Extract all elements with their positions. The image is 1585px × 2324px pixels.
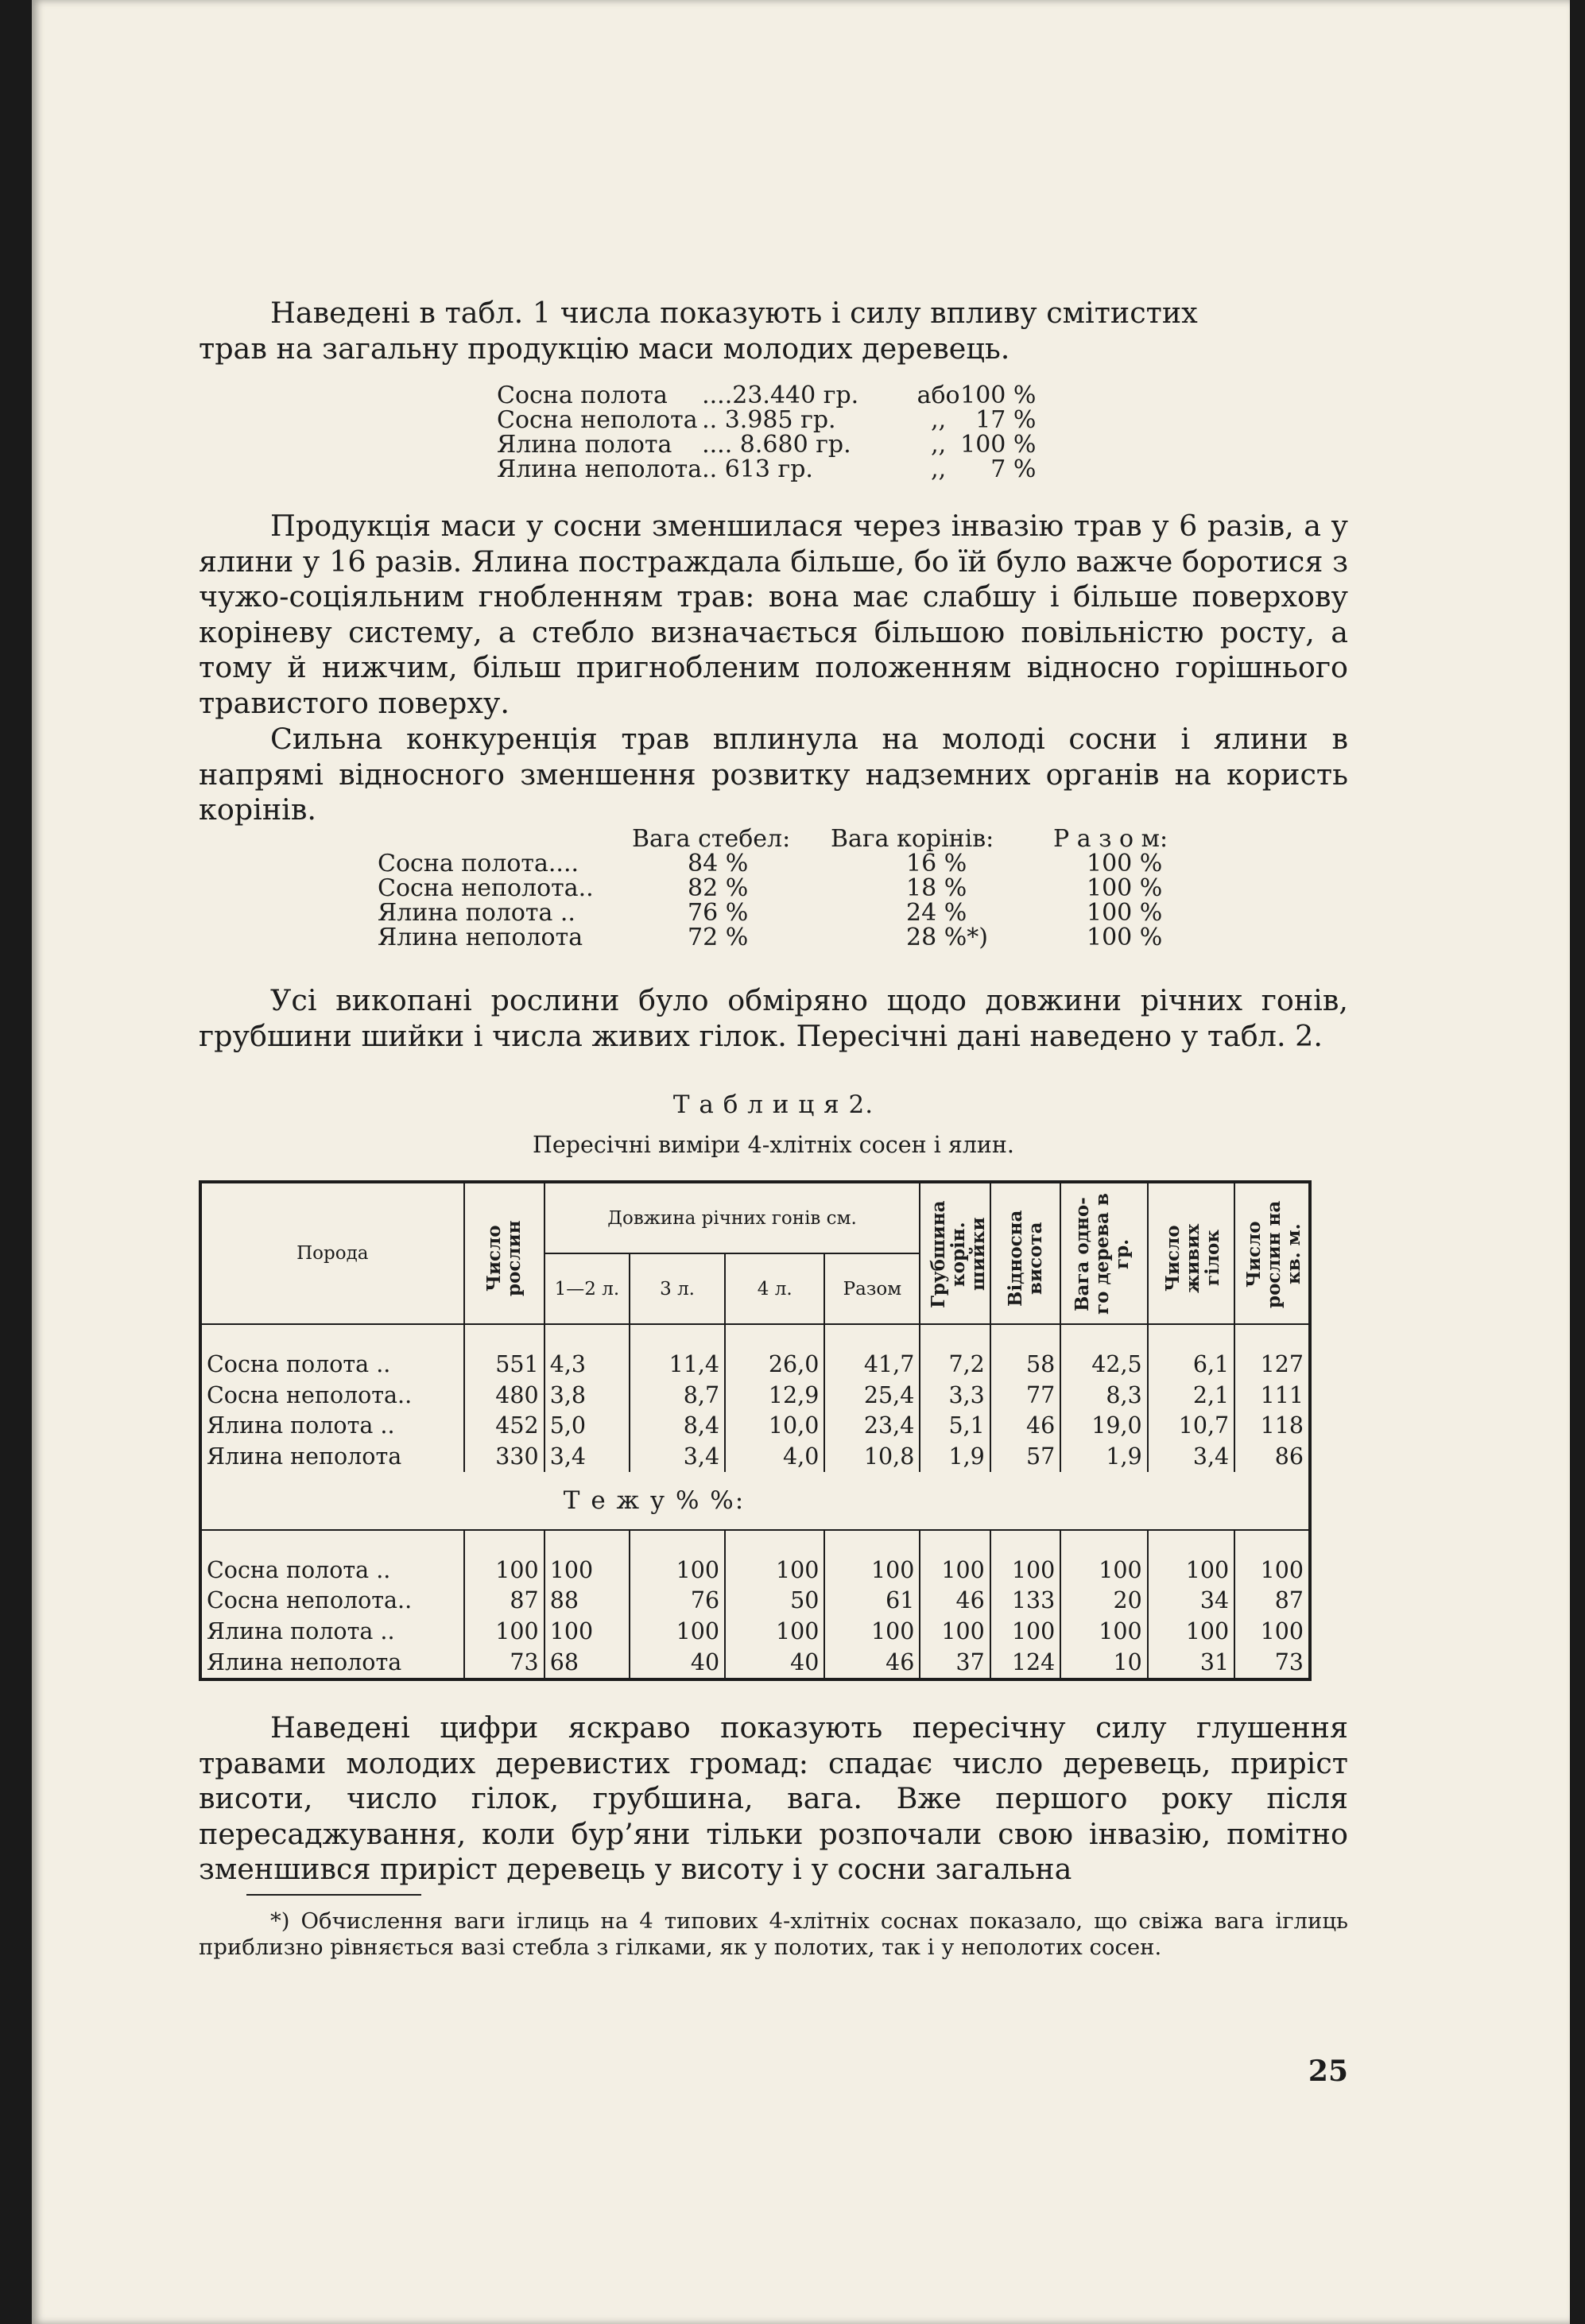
- measurements-table: [199, 1180, 1312, 1681]
- paragraph-2: Продукція маси у сосни зменшилася через інвазію трав у 6 разів, а у ялини у 16 разів. Ялина постраждала більше, бо їй було важче боротися з чужо-соціяльним гнобленням трав: вона має слабшу і більше поверхову коріневу систему, а стебло визначається більшою повільністю росту, а тому й нижчим, більш пригнобленим положенням відносно горішнього травистого поверху.: [199, 509, 1348, 720]
- percent-row: Ялина полота .. 100 100 100 100 100 100 100 100 100 100: [200, 1616, 1310, 1647]
- header-relative-height: Відносна висота: [990, 1182, 1060, 1324]
- percent-label-row: Т е ж у % %:: [200, 1472, 1310, 1530]
- table-caption: Пересічні виміри 4-хлітніх сосен і ялин.: [533, 1132, 1014, 1158]
- footnote: *) Обчислення ваги іглиць на 4 типових 4-хлітніх соснах показало, що свіжа вага іглиць приблизно рівняється вазі стебла з гілками, як у полотих, так і у неполотих сосен.: [199, 1908, 1348, 1960]
- header-year-3: 3 л.: [630, 1253, 725, 1324]
- page-number: 25: [1308, 2055, 1348, 2088]
- header-length-group: Довжина річних гонів см.: [544, 1182, 920, 1253]
- summary-row: Ялина полота .... 8.680 гр. ,, 100 %: [497, 431, 1037, 459]
- table-row: Ялина полота .. 452 5,0 8,4 10,0 23,4 5,1 46 19,0 10,7 118: [200, 1410, 1310, 1441]
- header-weight: Вага одно-го дерева в гр.: [1060, 1182, 1147, 1324]
- header-year-4: 4 л.: [725, 1253, 824, 1324]
- ratio-header-row: [378, 827, 1212, 851]
- ratio-row: Ялина полота .. 76 % 24 % 100 %: [378, 899, 1163, 927]
- percent-row: Ялина неполота 73 68 40 40 46 37 124 10 31 73: [200, 1647, 1310, 1679]
- percent-row: Сосна неполота.. 87 88 76 50 61 46 133 20 34 87: [200, 1586, 1310, 1617]
- ratio-row: Ялина неполота 72 % 28 %*) 100 %: [378, 924, 1163, 951]
- ratio-table: [378, 827, 1212, 950]
- summary-row: Сосна неполота .. 3.985 гр. ,, 17 %: [497, 406, 1037, 434]
- header-total: Разом: [824, 1253, 920, 1324]
- header-count: Число рослин: [464, 1182, 544, 1324]
- header-per-sqm: Число рослин на кв. м.: [1234, 1182, 1310, 1324]
- table-row: Ялина неполота 330 3,4 3,4 4,0 10,8 1,9 57 1,9 3,4 86: [200, 1441, 1310, 1472]
- paragraph-3: Сильна конкуренція трав вплинула на молоді сосни і ялини в напрямі відносного зменшення розвитку надземних органів на користь корінів.: [199, 722, 1348, 827]
- paragraph-5: Наведені цифри яскраво показують пересічну силу глушення травами молодих деревистих громад: спадає число деревець, приріст висоти, число гілок, грубшина, вага. Вже першого року після пересаджування, коли бур’яни тільки розпочали свою інвазію, помітно зменшився приріст деревець у висоту і у сосни загальна: [199, 1710, 1348, 1886]
- ratio-header: Вага корінів:: [831, 825, 994, 853]
- footnote-rule: [246, 1894, 421, 1896]
- summary-table: [497, 383, 1036, 482]
- ratio-row: Сосна полота.... 84 % 16 % 100 %: [378, 850, 1163, 877]
- percent-row: Сосна полота .. 100 100 100 100 100 100 100 100 100 100: [200, 1555, 1310, 1586]
- ratio-header: Р а з о м:: [1053, 825, 1168, 853]
- table-row: Сосна полота .. 551 4,3 11,4 26,0 41,7 7,2 58 42,5 6,1 127: [200, 1349, 1310, 1380]
- summary-row: Ялина неполота .. 613 гр. ,, 7 %: [497, 455, 1037, 483]
- book-page: [32, 0, 1570, 2324]
- table-row: Сосна неполота.. 480 3,8 8,7 12,9 25,4 3,3 77 8,3 2,1 111: [200, 1380, 1310, 1411]
- paragraph-1-line-1: Наведені в табл. 1 числа показують і силу впливу смітистих: [270, 296, 1198, 330]
- summary-row: Сосна полота ....23.440 гр. або 100 %: [497, 382, 1037, 409]
- table-header-row: [200, 1182, 1310, 1253]
- paragraph-1-line-2: трав на загальну продукцію маси молодих деревець.: [199, 331, 1010, 366]
- ratio-header: Вага стебел:: [632, 825, 791, 853]
- header-branches: Число живих гілок: [1148, 1182, 1234, 1324]
- ratio-row: Сосна неполота.. 82 % 18 % 100 %: [378, 874, 1163, 902]
- paragraph-4: Усі викопані рослини було обміряно щодо довжини річних гонів, грубшини шийки і числа живих гілок. Пересічні дані наведено у табл. 2.: [199, 983, 1348, 1053]
- header-thickness: Грубшина корін. шийки: [920, 1182, 990, 1324]
- paragraph-1: [199, 296, 1348, 366]
- table-title: Т а б л и ц я 2.: [672, 1090, 874, 1119]
- header-years-1-2: 1—2 л.: [544, 1253, 630, 1324]
- header-breed: Порода: [200, 1182, 464, 1324]
